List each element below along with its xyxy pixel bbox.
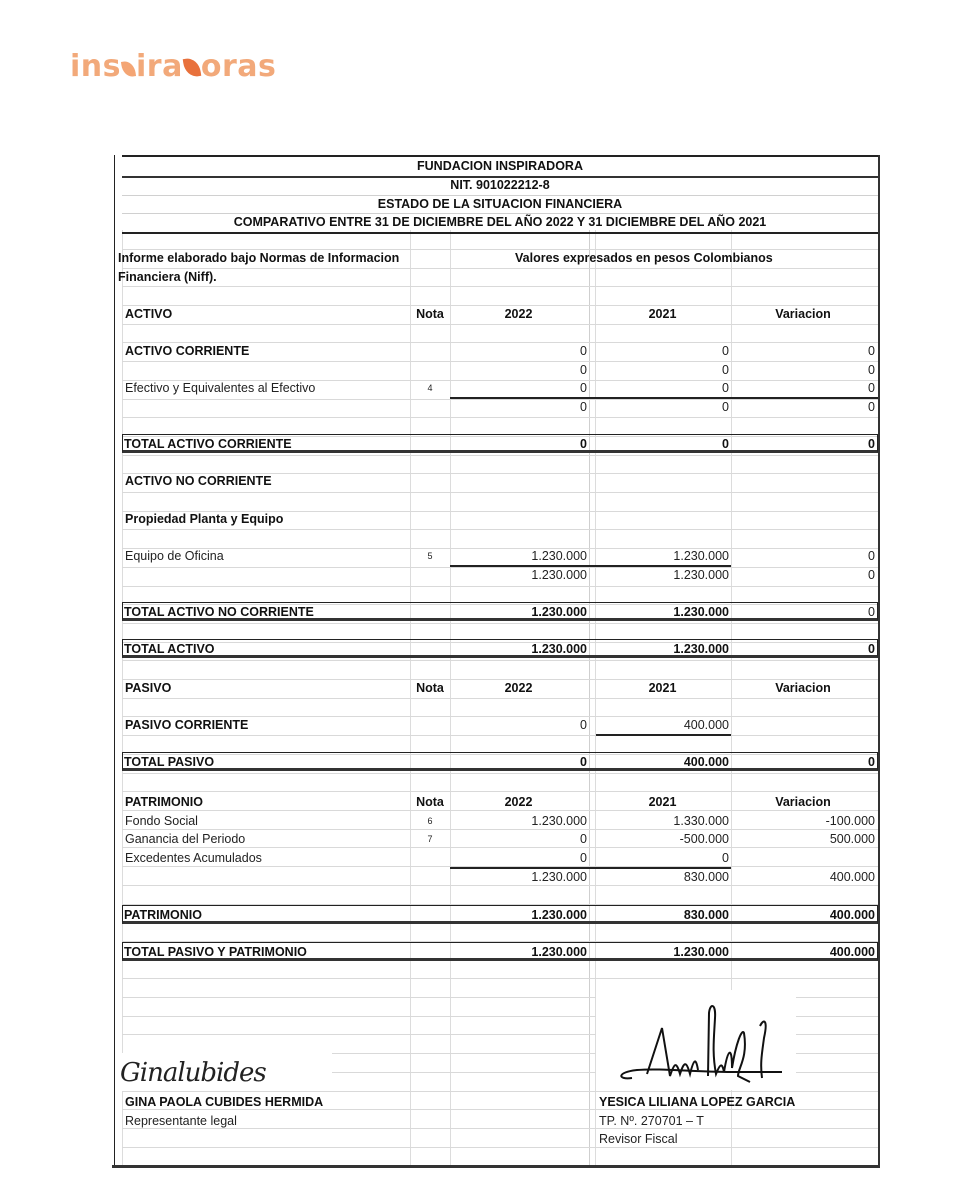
column-2022: 2022 [504,795,533,809]
value-2021: 0 [722,381,729,395]
activo-no-corriente-row [115,472,878,491]
column-2022: 2022 [504,681,533,695]
value-2021: 1.230.000 [673,605,729,619]
ppe-row [115,510,878,529]
value-2022: 0 [580,363,587,377]
activo-corriente-heading: ACTIVO CORRIENTE [125,344,250,358]
fiscal-auditor-signature [612,998,802,1093]
value-2022: 1.230.000 [531,908,587,922]
info-row [115,249,878,268]
value-variacion: 0 [868,549,875,563]
grid-line [122,529,878,530]
activo-corriente-row [115,342,878,361]
value-2022: 0 [580,755,587,769]
statement-header [122,155,878,234]
value-2021: 0 [722,363,729,377]
column-variacion: Variacion [775,307,831,321]
table-row [115,849,878,868]
value-variacion: 500.000 [829,832,875,846]
logo-text-end: oras [200,49,277,84]
value-2021: 830.000 [683,870,729,884]
item-label: Ganancia del Periodo [125,832,246,846]
value-variacion: 400.000 [829,870,875,884]
currency-note: Valores expresados en pesos Colombianos [515,251,773,265]
total-label: PATRIMONIO [124,908,203,922]
value-variacion: 0 [868,642,875,656]
total-label: TOTAL ACTIVO CORRIENTE [124,437,292,451]
column-2021: 2021 [648,681,677,695]
item-label: Fondo Social [125,814,198,828]
signature-roles-row [115,1130,878,1149]
grid-line [122,455,878,456]
legal-rep-signature: Ginalubides [120,1058,266,1088]
pasivo-corriente-row [115,716,878,735]
value-2022: 1.230.000 [531,642,587,656]
signature-roles-row [115,1112,878,1131]
table-row [115,830,878,849]
value-2022: 1.230.000 [531,945,587,959]
ppe-subheading: Propiedad Planta y Equipo [125,512,284,526]
item-nota: 6 [427,816,433,826]
grid-line [122,791,878,792]
total-label: TOTAL PASIVO [124,755,215,769]
value-variacion: 0 [868,363,875,377]
grid-line [122,698,878,699]
sheet-bottom-border [112,1165,880,1168]
leaf-icon [183,57,201,78]
subtotal-underline [596,734,731,736]
grid-line [122,978,878,979]
item-nota: 5 [427,551,433,561]
value-variacion: 0 [868,344,875,358]
info-row [115,268,878,287]
total-label: TOTAL PASIVO Y PATRIMONIO [124,945,307,959]
value-2022: 0 [580,832,587,846]
value-variacion: 400.000 [829,945,875,959]
value-2022: 1.230.000 [531,605,587,619]
value-2021: 0 [722,851,729,865]
value-variacion: 0 [868,568,875,582]
pasivo-corriente-label: PASIVO CORRIENTE [125,718,249,732]
company-name: FUNDACION INSPIRADORA [122,157,878,178]
grid-line [122,417,878,418]
subtotal-row [115,868,878,887]
value-2022: 1.230.000 [531,549,587,563]
grid-line [122,623,878,624]
grid-line [122,324,878,325]
total-label: TOTAL ACTIVO [124,642,215,656]
value-2022: 1.230.000 [531,870,587,884]
value-2021: 0 [722,400,729,414]
total-pasivo-row [115,753,878,772]
pasivo-header-row [115,679,878,698]
value-2021: 0 [722,344,729,358]
patrimonio-heading: PATRIMONIO [125,795,204,809]
niif-note-line1: Informe elaborado bajo Normas de Informacion [118,251,400,265]
total-patrimonio-row [115,906,878,925]
value-variacion: 0 [868,605,875,619]
activo-no-corriente-heading: ACTIVO NO CORRIENTE [125,474,272,488]
item-label: Equipo de Oficina [125,549,224,563]
legal-rep-name: GINA PAOLA CUBIDES HERMIDA [125,1095,324,1109]
value-2021: 1.230.000 [673,549,729,563]
logo-text-mid: ira [136,49,183,84]
item-nota: 4 [427,383,433,393]
item-label: Excedentes Acumulados [125,851,262,865]
table-row [115,379,878,398]
statement-title: ESTADO DE LA SITUACION FINANCIERA [122,195,878,215]
subtotal-row [115,398,878,417]
table-row [115,812,878,831]
leaf-icon [121,60,136,78]
total-activo-row [115,640,878,659]
pasivo-heading: PASIVO [125,681,172,695]
column-2021: 2021 [648,795,677,809]
grid-line [122,492,878,493]
value-2022: 0 [580,344,587,358]
fiscal-auditor-role: Revisor Fiscal [599,1132,678,1146]
total-activo-no-corriente-row [115,603,878,622]
inspiradoras-logo [70,49,277,84]
column-variacion: Variacion [775,681,831,695]
value-2022: 1.230.000 [531,814,587,828]
value-2022: 0 [580,381,587,395]
table-row [115,361,878,380]
column-variacion: Variacion [775,795,831,809]
total-activo-corriente-row [115,435,878,454]
table-row [115,547,878,566]
value-variacion: 0 [868,755,875,769]
value-2021: 400.000 [683,718,729,732]
column-2021: 2021 [648,307,677,321]
grid-line [122,735,878,736]
legal-rep-role: Representante legal [125,1114,237,1128]
value-2021: 830.000 [683,908,729,922]
value-2021: 1.330.000 [673,814,729,828]
comparison-period: COMPARATIVO ENTRE 31 DE DICIEMBRE DEL AÑO 2022 Y 31 DICIEMBRE DEL AÑO 2021 [233,215,767,229]
subtotal-row [115,566,878,585]
value-2022: 0 [580,437,587,451]
column-nota: Nota [416,795,444,809]
activo-header-row [115,305,878,324]
column-nota: Nota [416,681,444,695]
value-2022: 0 [580,718,587,732]
value-2021: 1.230.000 [673,945,729,959]
logo-text-start: ins [70,49,121,84]
value-2022: 0 [580,851,587,865]
value-variacion: 0 [868,381,875,395]
value-2022: 0 [580,400,587,414]
item-nota: 7 [427,834,433,844]
niif-note-line2: Financiera (Niff). [118,270,217,284]
column-2022: 2022 [504,307,533,321]
company-nit: NIT. 901022212-8 [122,176,878,196]
signature-names-row [115,1093,878,1112]
value-2021: 1.230.000 [673,568,729,582]
value-variacion: 400.000 [829,908,875,922]
value-2021: 1.230.000 [673,642,729,656]
patrimonio-header-row [115,793,878,812]
grid-line [122,586,878,587]
fiscal-auditor-tp: TP. Nº. 270701 – T [599,1114,704,1128]
item-label: Efectivo y Equivalentes al Efectivo [125,381,316,395]
total-label: TOTAL ACTIVO NO CORRIENTE [124,605,314,619]
grid-line [122,660,878,661]
value-2021: -500.000 [679,832,729,846]
fiscal-auditor-name: YESICA LILIANA LOPEZ GARCIA [599,1095,796,1109]
grid-line [122,773,878,774]
value-2021: 0 [722,437,729,451]
value-variacion: 0 [868,400,875,414]
activo-heading: ACTIVO [125,307,173,321]
value-2021: 400.000 [683,755,729,769]
value-2022: 1.230.000 [531,568,587,582]
total-pasivo-patrimonio-row [115,943,878,962]
column-nota: Nota [416,307,444,321]
value-variacion: 0 [868,437,875,451]
value-variacion: -100.000 [825,814,875,828]
